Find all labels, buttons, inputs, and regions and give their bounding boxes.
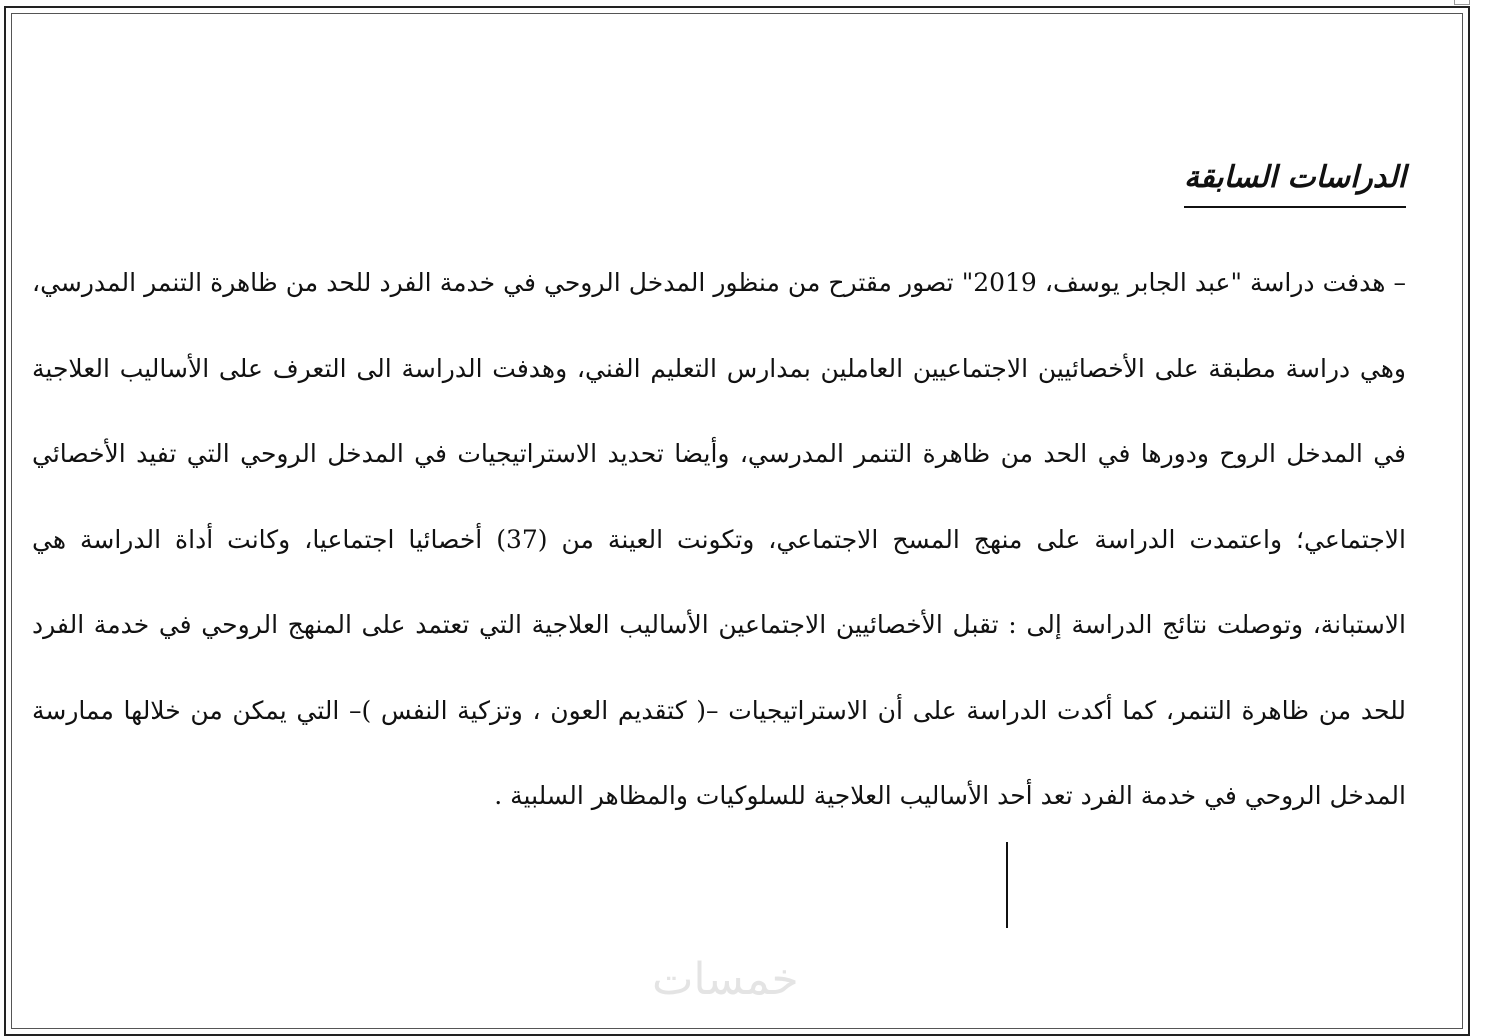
text-cursor	[1006, 842, 1008, 928]
watermark-logo: خمسات	[652, 954, 799, 1005]
window-corner-mark	[1454, 0, 1470, 5]
section-heading: الدراسات السابقة	[1184, 152, 1406, 208]
body-paragraph[interactable]: – هدفت دراسة "عبد الجابر يوسف، 2019" تصور مقترح من منظور المدخل الروحي في خدمة الفرد للحد من ظاهرة التنمر المدرسي، وهي دراسة مطبقة على الأخصائيين الاجتماعيين العاملين بمدارس التعليم الفني، وهدفت الدراسة الى التعرف على الأساليب العلاجية في المدخل الروح ودورها في الحد من ظاهرة التنمر المدرسي، وأيضا تحديد الاستراتيجيات في المدخل الروحي التي تفيد الأخصائي الاجتماعي؛ واعتمدت الدراسة على منهج المسح الاجتماعي، وتكونت العينة من (37) أخصائيا اجتماعيا، وكانت أداة الدراسة هي الاستبانة، وتوصلت نتائج الدراسة إلى : تقبل الأخصائيين الاجتماعين الأساليب العلاجية التي تعتمد على المنهج الروحي في خدمة الفرد للحد من ظاهرة التنمر، كما أكدت الدراسة على أن الاستراتيجيات –( كتقديم العون ، وتزكية النفس )– التي يمكن من خلالها ممارسة المدخل الروحي في خدمة الفرد تعد أحد الأساليب العلاجية للسلوكيات والمظاهر السلبية .	[32, 268, 1407, 810]
